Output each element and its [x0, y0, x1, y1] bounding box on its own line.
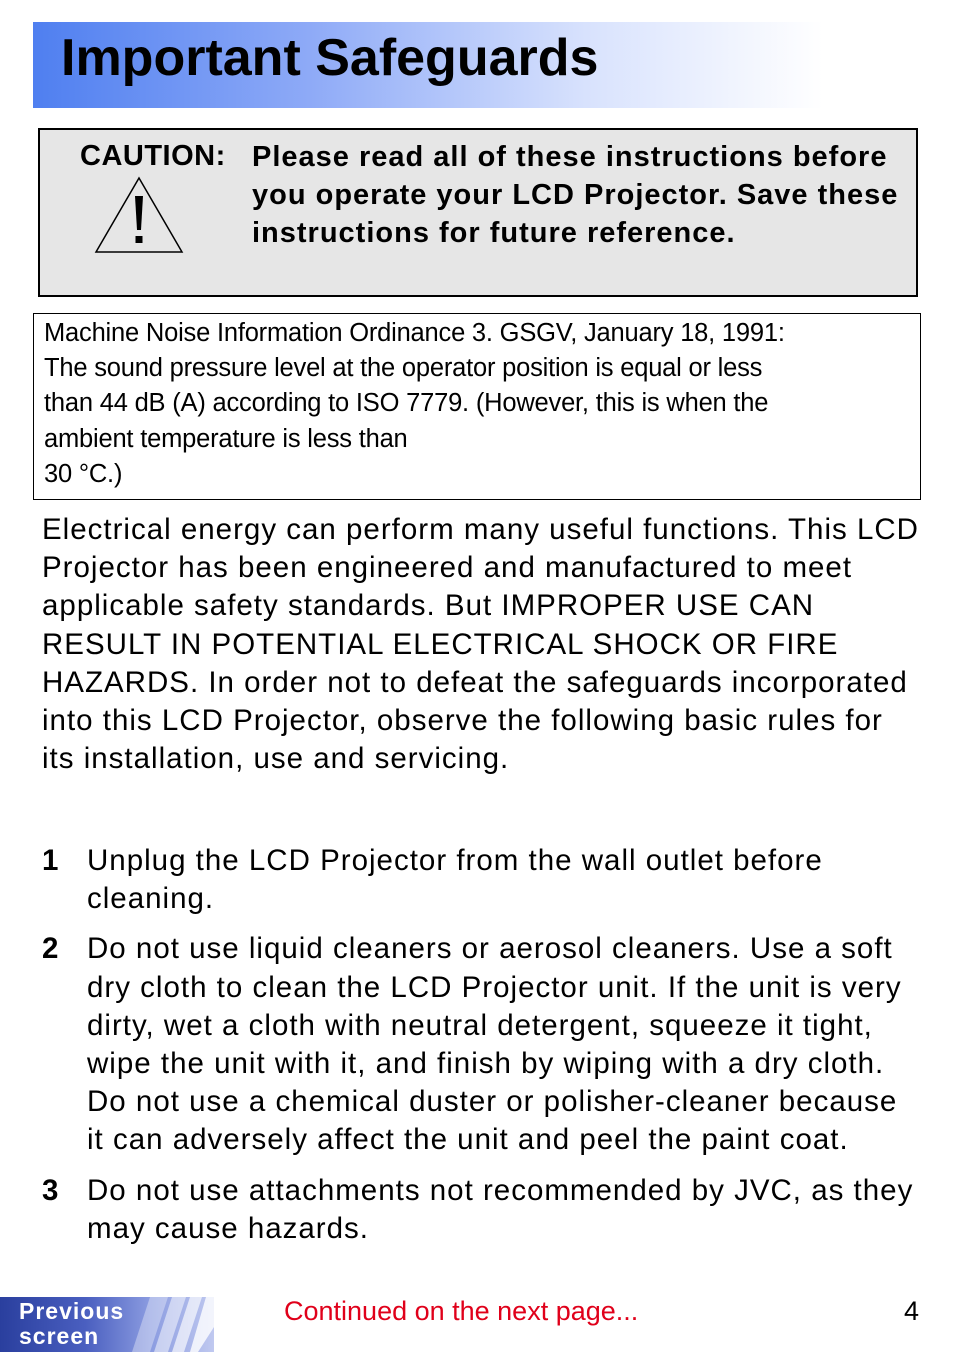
caution-box — [38, 128, 918, 297]
rule-text: Do not use attachments not recommended by JVC, as they may cause hazards. — [87, 1173, 914, 1245]
page-number: 4 — [904, 1296, 920, 1326]
rule-number: 1 — [42, 844, 60, 877]
noise-info-text — [44, 316, 919, 492]
noise-info-box — [33, 313, 921, 500]
noise-line-3: than 44 dB (A) according to ISO 7779. (However, this is when the — [44, 389, 769, 418]
rule-text: Unplug the LCD Projector from the wall outlet before cleaning. — [87, 844, 823, 916]
warning-triangle-icon — [94, 176, 184, 256]
list-item — [42, 930, 922, 1159]
noise-line-4: ambient temperature is less than — [44, 424, 408, 453]
page-title: Important Safeguards — [61, 29, 599, 87]
noise-line-1: Machine Noise Information Ordinance 3. GSGV, January 18, 1991: — [44, 319, 785, 347]
continued-notice: Continued on the next page... — [284, 1296, 639, 1326]
rule-number: 3 — [42, 1173, 60, 1207]
noise-line-5: 30 °C.) — [44, 459, 123, 488]
caution-label: CAUTION: — [80, 140, 226, 172]
list-item — [42, 842, 922, 918]
previous-screen-button[interactable] — [0, 1297, 214, 1352]
rule-text: Do not use liquid cleaners or aerosol cleaners. Use a soft dry cloth to clean the LCD Projector unit. If the unit is very dirty, wet a cloth with neutral detergent, squeeze it tight, wipe the unit with it, and finish by wiping with a dry cloth. Do not use a chemical duster or polisher-cleaner because it can adversely affect the unit and peel the paint coat. — [87, 932, 902, 1157]
intro-paragraph: Electrical energy can perform many useful functions. This LCD Projector has been engineered and manufactured to meet applicable safety standards. But IMPROPER USE CAN RESULT IN POTENTIAL ELECTRICAL SHOCK OR FIRE HAZARDS. In order not to defeat the safeguards incorporated into this LCD Projector, observe the following basic rules for its installation, use and servicing. — [42, 513, 919, 776]
noise-line-2: The sound pressure level at the operator position is equal or less — [44, 354, 763, 383]
rule-number: 2 — [42, 932, 60, 966]
safety-rules-list — [42, 842, 922, 1260]
list-item — [42, 1172, 922, 1248]
title-bar — [33, 22, 823, 108]
previous-screen-label — [19, 1299, 159, 1349]
previous-label-line1: Previous — [19, 1298, 125, 1324]
previous-label-line2: screen — [19, 1323, 100, 1349]
caution-text: Please read all of these instructions before you operate your LCD Projector. Save these instructions for future reference. — [252, 141, 899, 249]
